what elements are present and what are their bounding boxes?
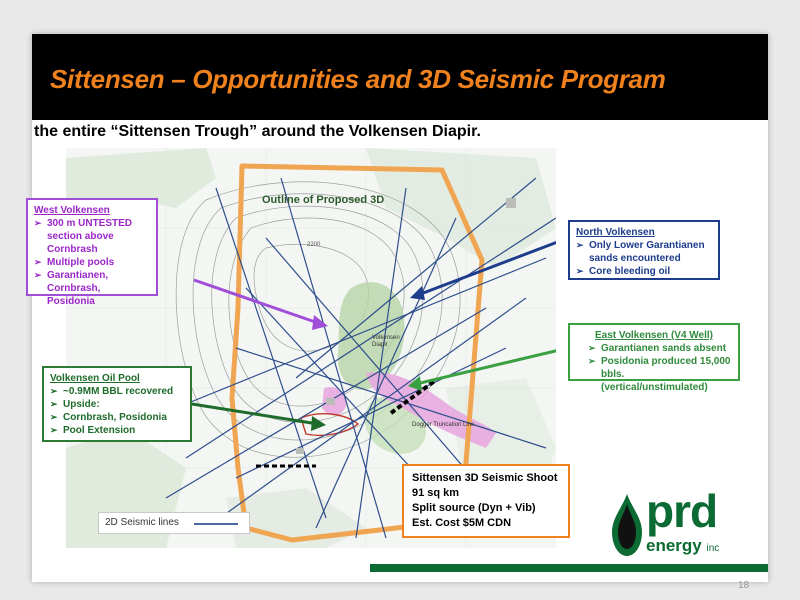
callout-west-volkensen bbox=[26, 198, 158, 307]
callout-oil-pool-item: ➢ Cornbrash, Posidonia bbox=[50, 411, 184, 424]
callout-west-item: ➢ Multiple pools bbox=[34, 256, 150, 269]
footer-accent-bar bbox=[370, 564, 768, 572]
callout-north-item: ➢ Only Lower Garantianen sands encountered bbox=[576, 239, 712, 265]
callout-west-item: ➢ 300 m UNTESTED section above Cornbrash bbox=[34, 217, 150, 256]
callout-north-volkensen bbox=[568, 220, 720, 280]
callout-volkensen-oil-pool bbox=[42, 366, 192, 442]
callout-north-heading: North Volkensen bbox=[576, 227, 655, 238]
subtitle-line-1: *PRD has initiated a 91 sq km 3D seismic program, encompassing bbox=[34, 102, 537, 119]
callout-oil-pool-item: ➢ ~0.9MM BBL recovered bbox=[50, 385, 184, 398]
shoot-line: 91 sq km bbox=[412, 487, 460, 499]
shoot-line: Split source (Dyn + Vib) bbox=[412, 502, 536, 514]
callout-east-item: ➢ Garantianen sands absent bbox=[588, 342, 732, 355]
callout-oil-pool-item: ➢ Upside: bbox=[50, 398, 184, 411]
map-label-dogger: Dogger Truncation Line bbox=[412, 422, 475, 428]
slide-title: Sittensen – Opportunities and 3D Seismic Program bbox=[50, 64, 666, 94]
callout-east-heading: East Volkensen (V4 Well) bbox=[594, 330, 713, 341]
map-label-volkensen-diapir: Volkensen Diapir bbox=[372, 335, 400, 348]
shoot-line: Est. Cost $5M CDN bbox=[412, 517, 512, 529]
logo-wordmark: prd bbox=[646, 485, 718, 537]
subtitle-line-2: the entire “Sittensen Trough” around the Volkensen Diapir. bbox=[34, 123, 481, 140]
logo-subtext: energy inc bbox=[646, 536, 720, 555]
callout-oil-pool-heading: Volkensen Oil Pool bbox=[50, 373, 140, 384]
map-label-contour-2200: 2200 bbox=[307, 242, 321, 248]
callout-seismic-shoot bbox=[402, 464, 570, 538]
slide-subtitle bbox=[34, 100, 714, 142]
callout-west-heading: West Volkensen bbox=[34, 205, 110, 216]
prd-energy-logo bbox=[608, 485, 768, 560]
map-legend bbox=[98, 512, 250, 534]
callout-east-item: ➢ Posidonia produced 15,000 bbls. (vertical/unstimulated) bbox=[588, 355, 732, 394]
callout-north-item: ➢ Core bleeding oil bbox=[576, 265, 712, 278]
callout-east-volkensen bbox=[568, 323, 740, 393]
legend-line-swatch bbox=[194, 523, 238, 525]
callout-west-item: ➢ Garantianen, Cornbrash, Posidonia bbox=[34, 269, 150, 308]
map-label-outline: Outline of Proposed 3D bbox=[262, 194, 385, 206]
page-number: 18 bbox=[738, 580, 750, 591]
callout-oil-pool-item: ➢ Pool Extension bbox=[50, 424, 184, 437]
oil-drop-icon bbox=[610, 494, 644, 558]
legend-label: 2D Seismic lines bbox=[105, 517, 179, 528]
shoot-line: Sittensen 3D Seismic Shoot bbox=[412, 472, 558, 484]
